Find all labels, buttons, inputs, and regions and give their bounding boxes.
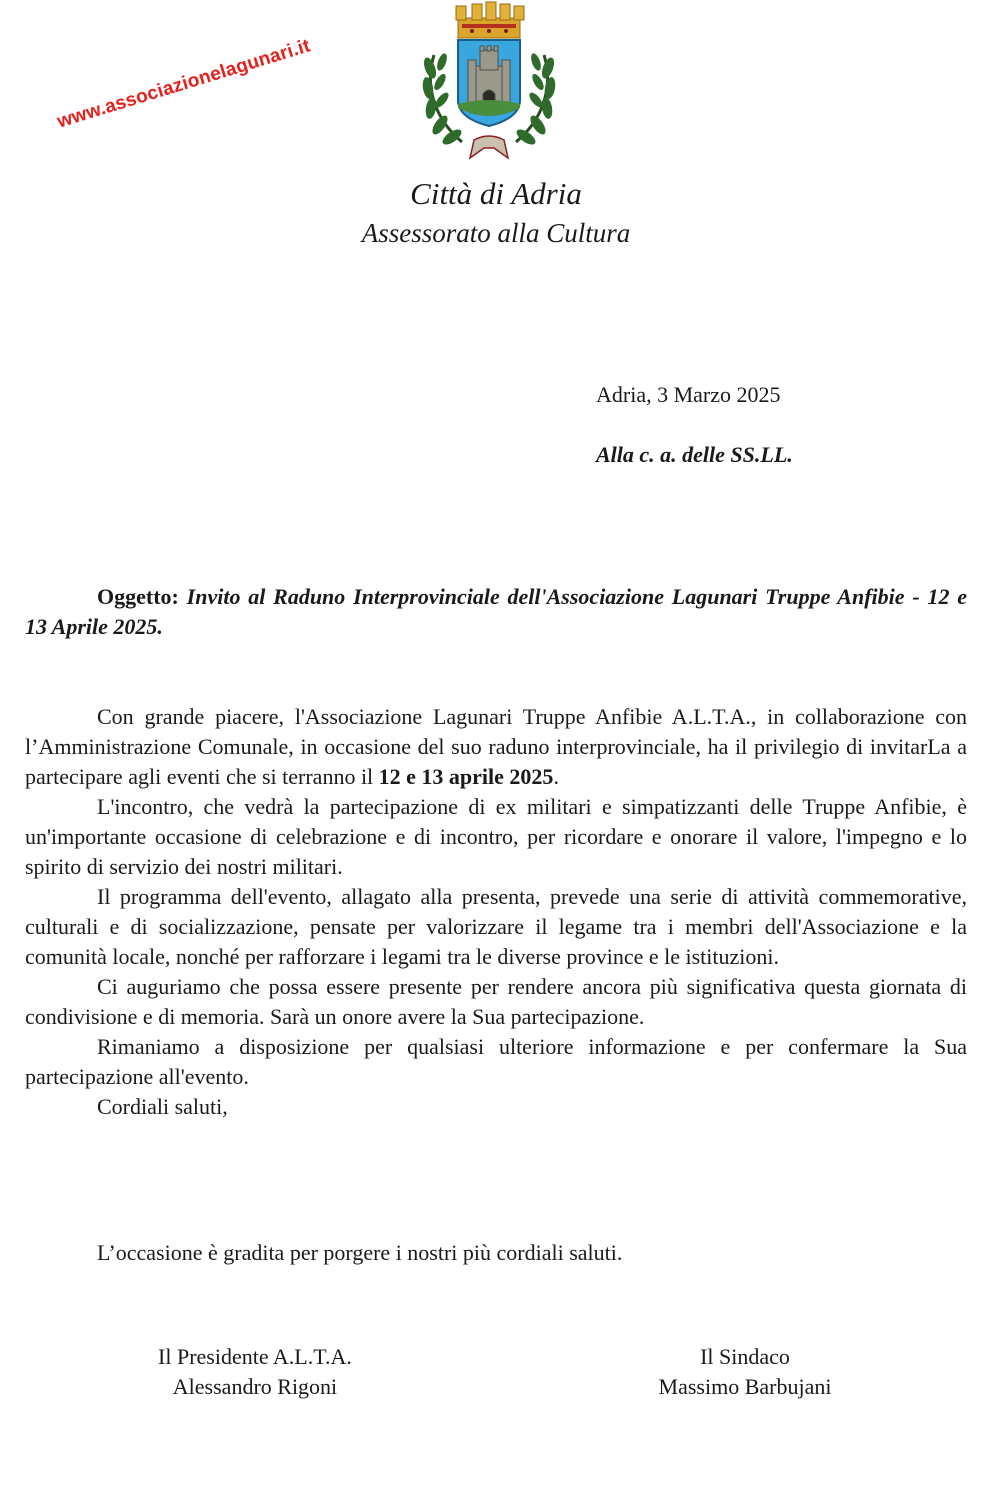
letter-body [25,702,967,1122]
crown-icon [456,2,524,38]
city-name: Città di Adria [410,176,582,211]
signature-mayor [610,1342,880,1402]
letter-date: Adria, 3 Marzo 2025 [596,382,781,407]
department-name: Assessorato alla Cultura [361,218,631,248]
subject-label: Oggetto: [97,584,179,609]
signature-title: Il Presidente A.L.T.A. [158,1344,352,1369]
letter-closing: L’occasione è gradita per porgere i nostri più cordiali saluti. [97,1240,623,1265]
coat-of-arms-emblem [422,0,556,162]
paragraph-meeting: L'incontro, che vedrà la partecipazione di ex militari e simpatizzanti delle Truppe Anfibie, è un'importante occasione di celebrazione e di incontro, per ricordare e onorare il valore, l'impegno e lo spirito di servizio dei nostri militari. [25,794,967,879]
website-watermark: www.associazionelagunari.it [54,35,313,133]
subject-text: Invito al Raduno Interprovinciale dell'Associazione Lagunari Truppe Anfibie - 12 e 13 Aprile 2025. [25,584,968,639]
signature-president [120,1342,390,1402]
paragraph-invitation: Con grande piacere, l'Associazione Lagunari Truppe Anfibie A.L.T.A., in collaborazione con l’Amministrazione Comunale, in occasione del suo raduno interprovinciale, ha il privilegio di invitarLa a partecipare agli eventi che si terranno il 12 e 13 aprile 2025. [25,704,967,789]
paragraph-greetings: Cordiali saluti, [97,1094,228,1119]
paragraph-program: Il programma dell'evento, allagato alla presenta, prevede una serie di attività commemorative, culturali e di socializzazione, pensate per valorizzare il legame tra i membri dell'Associazione e la comunità locale, nonché per rafforzare i legami tra le diverse province e le istituzioni. [25,884,967,969]
paragraph-wishes: Ci auguriamo che possa essere presente per rendere ancora più significativa questa giornata di condivisione e di memoria. Sarà un onore avere la Sua partecipazione. [25,974,967,1029]
signature-name: Massimo Barbujani [658,1374,832,1399]
paragraph-availability: Rimaniamo a disposizione per qualsiasi ulteriore informazione e per confermare la Sua partecipazione all'evento. [25,1034,967,1089]
signature-name: Alessandro Rigoni [172,1374,338,1399]
signature-title: Il Sindaco [700,1344,790,1369]
letter-subject [25,582,967,642]
letter-recipient: Alla c. a. delle SS.LL. [596,442,793,467]
event-dates: 12 e 13 aprile 2025 [378,764,554,789]
